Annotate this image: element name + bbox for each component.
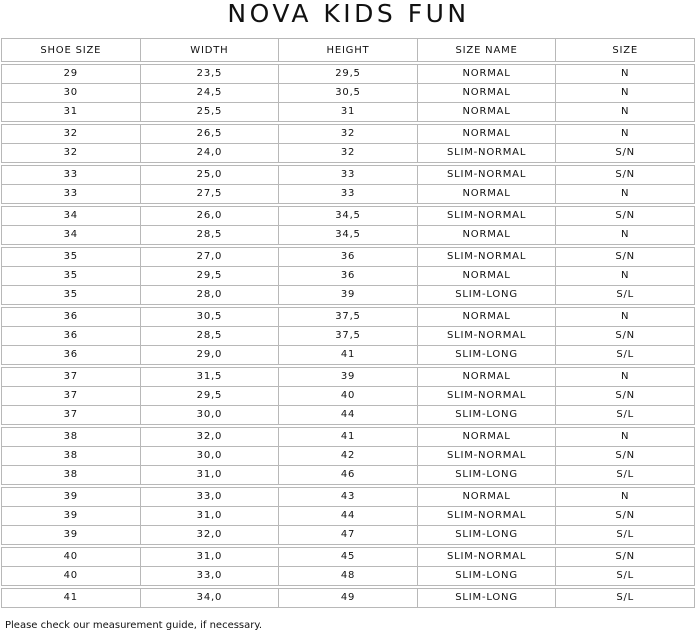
size-name-cell: SLIM-NORMAL [417,447,556,465]
size-group [1,165,695,204]
size-group [1,124,695,163]
height-cell: 40 [278,387,417,405]
size-cell: N [555,226,695,244]
size-name-cell: SLIM-LONG [417,406,556,424]
header-height: HEIGHT [278,39,417,61]
size-name-cell: NORMAL [417,84,556,102]
width-cell: 28,5 [140,226,279,244]
height-cell: 39 [278,286,417,304]
shoe-size-cell: 36 [1,327,140,345]
table-row [1,507,695,526]
width-cell: 26,5 [140,125,279,143]
size-name-cell: SLIM-LONG [417,346,556,364]
size-cell: N [555,488,695,506]
width-cell: 30,5 [140,308,279,326]
shoe-size-cell: 31 [1,103,140,121]
height-cell: 33 [278,166,417,184]
size-cell: S/N [555,507,695,525]
width-cell: 31,0 [140,507,279,525]
size-name-cell: NORMAL [417,125,556,143]
height-cell: 48 [278,567,417,585]
size-cell: N [555,368,695,386]
size-group [1,64,695,122]
height-cell: 47 [278,526,417,544]
width-cell: 33,0 [140,567,279,585]
table-row [1,267,695,286]
size-name-cell: NORMAL [417,226,556,244]
width-cell: 29,0 [140,346,279,364]
size-name-cell: SLIM-NORMAL [417,327,556,345]
height-cell: 36 [278,248,417,266]
size-cell: N [555,65,695,83]
shoe-size-cell: 33 [1,166,140,184]
size-table [1,38,695,608]
table-row [1,548,695,567]
table-row [1,248,695,267]
size-group [1,367,695,425]
shoe-size-cell: 38 [1,428,140,446]
size-group [1,206,695,245]
size-name-cell: NORMAL [417,103,556,121]
height-cell: 37,5 [278,308,417,326]
height-cell: 49 [278,589,417,607]
size-cell: S/L [555,346,695,364]
header-shoe-size: SHOE SIZE [1,39,140,61]
size-name-cell: SLIM-LONG [417,286,556,304]
size-cell: S/N [555,548,695,566]
size-cell: S/N [555,207,695,225]
size-name-cell: SLIM-NORMAL [417,387,556,405]
height-cell: 29,5 [278,65,417,83]
size-group [1,307,695,365]
width-cell: 31,5 [140,368,279,386]
table-row [1,466,695,485]
table-body [1,62,695,608]
shoe-size-cell: 37 [1,387,140,405]
size-name-cell: SLIM-NORMAL [417,548,556,566]
size-name-cell: SLIM-NORMAL [417,207,556,225]
width-cell: 28,5 [140,327,279,345]
size-cell: S/L [555,526,695,544]
width-cell: 30,0 [140,447,279,465]
table-row [1,308,695,327]
size-cell: N [555,185,695,203]
width-cell: 23,5 [140,65,279,83]
size-name-cell: NORMAL [417,185,556,203]
width-cell: 29,5 [140,267,279,285]
page-title: NOVA KIDS FUN [227,0,470,28]
table-row [1,406,695,425]
size-cell: S/L [555,567,695,585]
table-row [1,207,695,226]
header-size-name: SIZE NAME [417,39,556,61]
table-row [1,226,695,245]
size-cell: S/L [555,589,695,607]
shoe-size-cell: 40 [1,567,140,585]
table-row [1,65,695,84]
shoe-size-cell: 35 [1,286,140,304]
width-cell: 26,0 [140,207,279,225]
height-cell: 36 [278,267,417,285]
table-row [1,428,695,447]
size-name-cell: NORMAL [417,488,556,506]
width-cell: 24,0 [140,144,279,162]
table-row [1,166,695,185]
size-cell: S/N [555,387,695,405]
table-row [1,488,695,507]
size-cell: N [555,267,695,285]
size-name-cell: SLIM-LONG [417,526,556,544]
size-cell: S/L [555,406,695,424]
table-row [1,589,695,608]
table-row [1,286,695,305]
size-name-cell: NORMAL [417,267,556,285]
width-cell: 25,5 [140,103,279,121]
table-row [1,346,695,365]
shoe-size-cell: 39 [1,507,140,525]
size-name-cell: NORMAL [417,308,556,326]
size-group [1,547,695,586]
height-cell: 42 [278,447,417,465]
height-cell: 31 [278,103,417,121]
shoe-size-cell: 35 [1,248,140,266]
width-cell: 27,5 [140,185,279,203]
table-header-row [1,38,695,62]
size-name-cell: SLIM-LONG [417,589,556,607]
width-cell: 31,0 [140,548,279,566]
size-name-cell: NORMAL [417,428,556,446]
shoe-size-cell: 30 [1,84,140,102]
size-name-cell: SLIM-LONG [417,466,556,484]
height-cell: 43 [278,488,417,506]
height-cell: 32 [278,144,417,162]
size-cell: S/N [555,327,695,345]
shoe-size-cell: 36 [1,346,140,364]
height-cell: 34,5 [278,207,417,225]
table-row [1,185,695,204]
size-cell: S/N [555,144,695,162]
size-name-cell: SLIM-NORMAL [417,248,556,266]
table-row [1,526,695,545]
shoe-size-cell: 34 [1,226,140,244]
header-width: WIDTH [140,39,279,61]
height-cell: 39 [278,368,417,386]
size-cell: S/N [555,248,695,266]
shoe-size-cell: 29 [1,65,140,83]
width-cell: 30,0 [140,406,279,424]
size-group [1,427,695,485]
shoe-size-cell: 41 [1,589,140,607]
measurement-note: Please check our measurement guide, if necessary. [5,620,263,631]
size-cell: N [555,428,695,446]
size-group [1,487,695,545]
height-cell: 33 [278,185,417,203]
height-cell: 46 [278,466,417,484]
size-cell: N [555,125,695,143]
shoe-size-cell: 39 [1,526,140,544]
size-cell: S/N [555,447,695,465]
shoe-size-cell: 38 [1,447,140,465]
height-cell: 37,5 [278,327,417,345]
shoe-size-cell: 32 [1,144,140,162]
shoe-size-cell: 34 [1,207,140,225]
height-cell: 34,5 [278,226,417,244]
table-row [1,567,695,586]
size-cell: N [555,308,695,326]
table-row [1,368,695,387]
size-group [1,247,695,305]
shoe-size-cell: 33 [1,185,140,203]
height-cell: 30,5 [278,84,417,102]
height-cell: 45 [278,548,417,566]
table-row [1,84,695,103]
width-cell: 32,0 [140,526,279,544]
table-row [1,447,695,466]
shoe-size-cell: 37 [1,368,140,386]
shoe-size-cell: 40 [1,548,140,566]
size-cell: S/N [555,166,695,184]
width-cell: 32,0 [140,428,279,446]
height-cell: 41 [278,346,417,364]
shoe-size-cell: 38 [1,466,140,484]
table-row [1,125,695,144]
size-cell: N [555,84,695,102]
height-cell: 32 [278,125,417,143]
shoe-size-cell: 37 [1,406,140,424]
size-name-cell: SLIM-NORMAL [417,507,556,525]
shoe-size-cell: 35 [1,267,140,285]
size-group [1,588,695,608]
width-cell: 33,0 [140,488,279,506]
size-name-cell: SLIM-LONG [417,567,556,585]
size-cell: S/L [555,466,695,484]
width-cell: 24,5 [140,84,279,102]
table-row [1,327,695,346]
size-name-cell: SLIM-NORMAL [417,144,556,162]
width-cell: 29,5 [140,387,279,405]
table-row [1,103,695,122]
size-name-cell: NORMAL [417,368,556,386]
header-size: SIZE [555,39,695,61]
height-cell: 41 [278,428,417,446]
size-cell: S/L [555,286,695,304]
table-row [1,387,695,406]
size-cell: N [555,103,695,121]
table-row [1,144,695,163]
width-cell: 31,0 [140,466,279,484]
width-cell: 25,0 [140,166,279,184]
shoe-size-cell: 32 [1,125,140,143]
width-cell: 28,0 [140,286,279,304]
height-cell: 44 [278,507,417,525]
width-cell: 34,0 [140,589,279,607]
size-name-cell: SLIM-NORMAL [417,166,556,184]
size-name-cell: NORMAL [417,65,556,83]
shoe-size-cell: 36 [1,308,140,326]
shoe-size-cell: 39 [1,488,140,506]
width-cell: 27,0 [140,248,279,266]
height-cell: 44 [278,406,417,424]
